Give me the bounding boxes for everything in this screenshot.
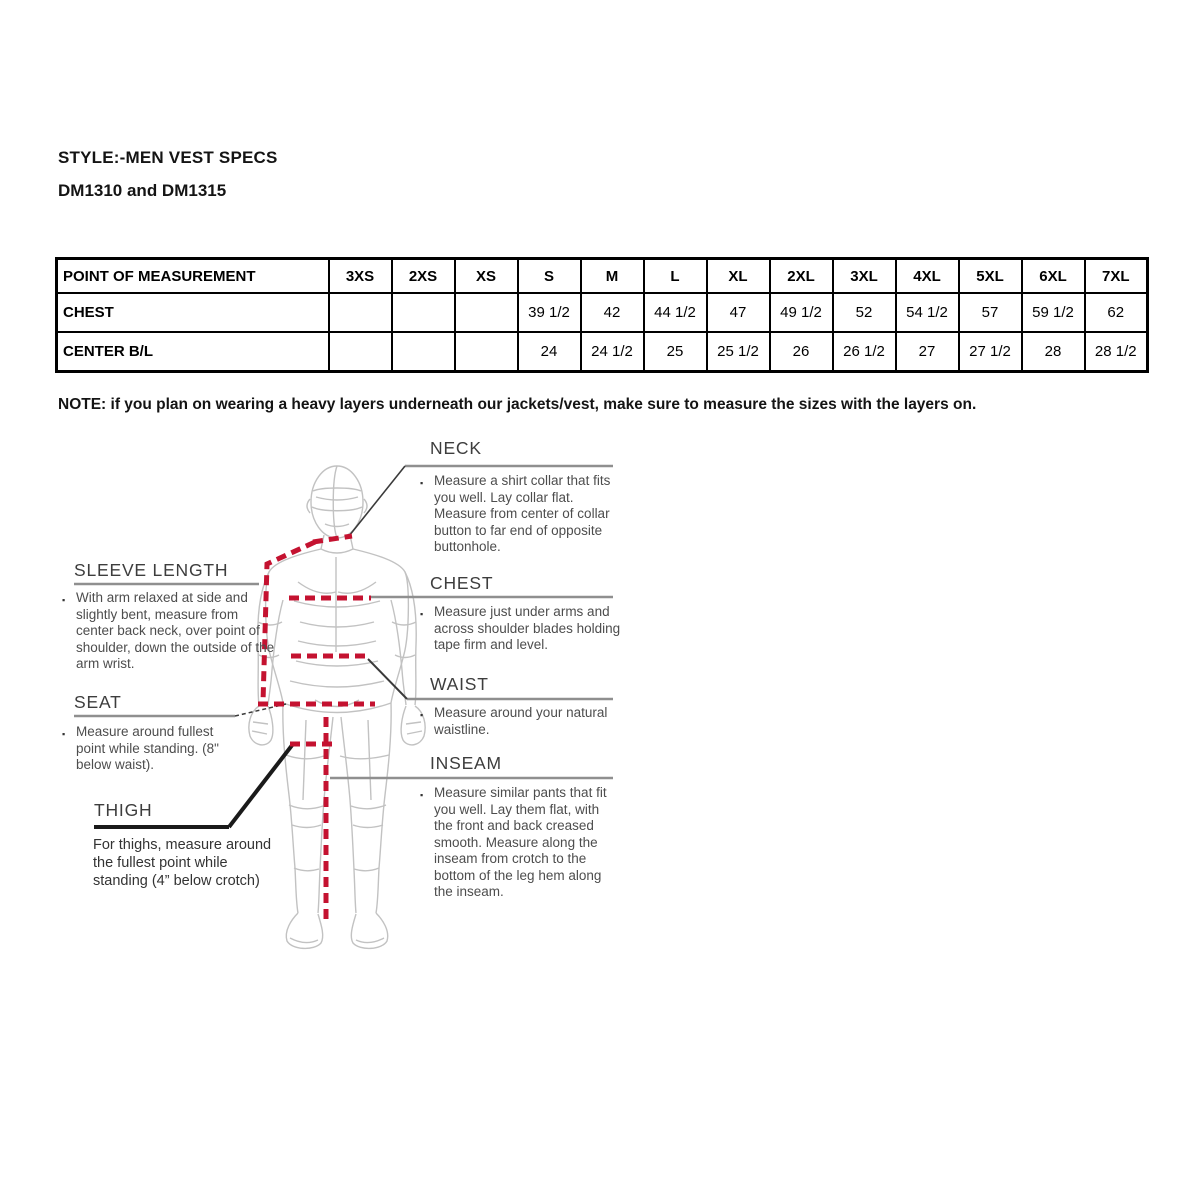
column-header-size: M <box>581 259 644 294</box>
inseam-description: ▪ Measure similar pants that fit you well. Lay them flat, with the front and back creased smooth. Measure along the inseam from crotch to the bottom of the leg hem along the inseam. <box>420 785 616 901</box>
size-value-cell: 28 1/2 <box>1085 332 1148 372</box>
size-value-cell: 24 1/2 <box>581 332 644 372</box>
size-value-cell: 25 <box>644 332 707 372</box>
column-header-size: 2XS <box>392 259 455 294</box>
size-value-cell: 27 <box>896 332 959 372</box>
column-header-size: 3XL <box>833 259 896 294</box>
column-header-point-of-measurement: POINT OF MEASUREMENT <box>57 259 329 294</box>
sleeve-length-description: ▪ With arm relaxed at side and slightly bent, measure from center back neck, over point of shoulder, down the outside of the arm wrist. <box>62 590 276 673</box>
column-header-size: 5XL <box>959 259 1022 294</box>
size-value-cell: 27 1/2 <box>959 332 1022 372</box>
column-header-size: XS <box>455 259 518 294</box>
size-value-cell <box>455 293 518 332</box>
sleeve-length-label: SLEEVE LENGTH <box>74 560 229 580</box>
size-value-cell: 62 <box>1085 293 1148 332</box>
size-value-cell: 59 1/2 <box>1022 293 1085 332</box>
size-value-cell: 25 1/2 <box>707 332 770 372</box>
row-label: CHEST <box>57 293 329 332</box>
neck-description: ▪ Measure a shirt collar that fits you well. Lay collar flat. Measure from center of collar button to far end of opposite buttonhole. <box>420 473 616 556</box>
note-text: NOTE: if you plan on wearing a heavy layers underneath our jackets/vest, make sure to measure the sizes with the layers on. <box>58 396 977 413</box>
neck-label: NECK <box>430 438 482 458</box>
thigh-description: For thighs, measure around the fullest point while standing (4” below crotch) <box>93 837 272 889</box>
table-row <box>57 293 1148 332</box>
size-value-cell: 47 <box>707 293 770 332</box>
size-value-cell: 42 <box>581 293 644 332</box>
seat-label: SEAT <box>74 692 122 712</box>
size-value-cell: 26 <box>770 332 833 372</box>
thigh-label: THIGH <box>94 800 153 820</box>
size-value-cell: 54 1/2 <box>896 293 959 332</box>
column-header-size: 4XL <box>896 259 959 294</box>
size-value-cell <box>392 293 455 332</box>
size-value-cell: 39 1/2 <box>518 293 581 332</box>
size-value-cell <box>455 332 518 372</box>
column-header-size: XL <box>707 259 770 294</box>
mannequin-figure <box>249 466 425 948</box>
chest-description: ▪ Measure just under arms and across shoulder blades holding tape firm and level. <box>420 604 624 654</box>
column-header-size: 3XS <box>329 259 392 294</box>
waist-description: ▪ Measure around your natural waistline. <box>420 705 614 738</box>
row-label: CENTER B/L <box>57 332 329 372</box>
neck-measure-line <box>313 536 352 542</box>
title-block <box>58 148 278 201</box>
seat-description: ▪ Measure around fullest point while standing. (8" below waist). <box>62 724 246 774</box>
size-value-cell <box>329 293 392 332</box>
size-value-cell: 44 1/2 <box>644 293 707 332</box>
size-value-cell: 24 <box>518 332 581 372</box>
column-header-size: S <box>518 259 581 294</box>
style-title: STYLE:-MEN VEST SPECS <box>58 148 278 167</box>
size-value-cell <box>392 332 455 372</box>
size-value-cell: 52 <box>833 293 896 332</box>
chest-label: CHEST <box>430 573 494 593</box>
size-value-cell: 57 <box>959 293 1022 332</box>
size-value-cell <box>329 332 392 372</box>
column-header-size: 7XL <box>1085 259 1148 294</box>
size-value-cell: 49 1/2 <box>770 293 833 332</box>
column-header-size: 6XL <box>1022 259 1085 294</box>
inseam-label: INSEAM <box>430 753 502 773</box>
waist-label: WAIST <box>430 674 489 694</box>
size-table <box>55 257 1149 373</box>
table-row <box>57 332 1148 372</box>
column-header-size: L <box>644 259 707 294</box>
model-numbers: DM1310 and DM1315 <box>58 181 227 200</box>
size-value-cell: 28 <box>1022 332 1085 372</box>
column-header-size: 2XL <box>770 259 833 294</box>
size-value-cell: 26 1/2 <box>833 332 896 372</box>
